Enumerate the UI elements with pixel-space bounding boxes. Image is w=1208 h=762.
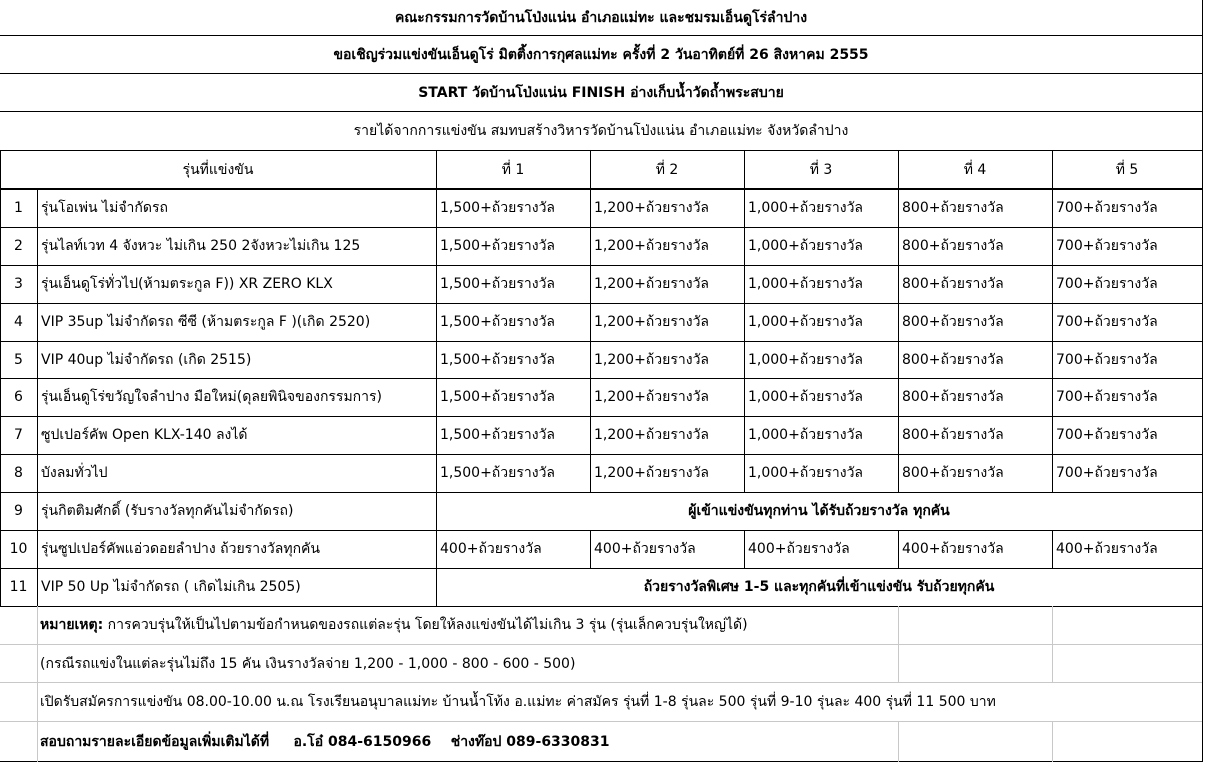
grid-line (0, 189, 1202, 190)
remark (36, 606, 896, 644)
row-number: 4 (14, 314, 23, 330)
prize-cell: 400+ถ้วยรางวัล (1056, 541, 1158, 557)
grid-line (0, 454, 1202, 455)
grid-line (37, 568, 38, 606)
grid-line (744, 530, 745, 568)
title-invitation: ขอเชิญร่วมแข่งขันเอ็นดูโร่ มิตติ้งการกุศลแม่ทะ ครั้งที่ 2 วันอาทิตย์ที่ 26 สิงหาคม 2555 (333, 46, 869, 63)
grid-line (1052, 721, 1053, 762)
grid-line (590, 303, 591, 341)
prize-cell: 1,500+ถ้วยรางวัล (440, 427, 556, 443)
class-name: VIP 35up ไม่จำกัดรถ ซีซี (ห้ามตระกูล F )(เกิด 2520) (41, 314, 371, 330)
prize-cell: 700+ถ้วยรางวัล (1056, 314, 1158, 330)
grid-line (0, 341, 1202, 342)
prize-cell: 1,500+ถ้วยรางวัล (440, 465, 556, 481)
grid-line (0, 416, 1202, 417)
grid-line (744, 378, 745, 416)
grid-line (1052, 378, 1053, 416)
grid-line (898, 378, 899, 416)
grid-line (898, 189, 899, 227)
grid-line (436, 265, 437, 303)
grid-line (436, 227, 437, 265)
grid-line (590, 227, 591, 265)
grid-line (590, 341, 591, 378)
grid-line (898, 303, 899, 341)
prize-cell: 1,200+ถ้วยรางวัล (594, 314, 710, 330)
prize-cell: 1,200+ถ้วยรางวัล (594, 200, 710, 216)
remark-text: การควบรุ่นให้เป็นไปตามข้อกำหนดของรถแต่ละรุ่น โดยให้ลงแข่งขันได้ไม่เกิน 3 รุ่น (รุ่นเล็กควบรุ่นใหญ่ได้) (103, 617, 748, 633)
grid-line (590, 530, 591, 568)
prize-cell: 400+ถ้วยรางวัล (594, 541, 696, 557)
merged-prize: ถ้วยรางวัลพิเศษ 1-5 และทุกคันที่เข้าแข่งขัน รับถ้วยทุกคัน (643, 579, 995, 595)
grid-line (37, 265, 38, 303)
prize-cell: 800+ถ้วยรางวัล (902, 465, 1004, 481)
grid-line (590, 150, 591, 189)
grid-line (436, 530, 437, 568)
grid-line (436, 568, 437, 606)
header-place-4: ที่ 4 (963, 161, 987, 178)
class-name: รุ่นกิตติมศักดิ์ (รับรางวัลทุกคันไม่จำกัดรถ) (41, 503, 294, 519)
title-purpose: รายได้จากการแข่งขัน สมทบสร้างวิหารวัดบ้านโป่งแน่น อำเภอแม่ทะ จังหวัดลำปาง (353, 123, 849, 139)
prize-cell: 1,200+ถ้วยรางวัล (594, 389, 710, 405)
prize-cell: 400+ถ้วยรางวัล (902, 541, 1004, 557)
contact-info: สอบถามรายละเอียดข้อมูลเพิ่มเติมได้ที่ อ.โอ๋ 084-6150966 ช่างท๊อป 089-6330831 (40, 734, 610, 750)
grid-line (1202, 0, 1203, 762)
grid-line (0, 530, 1202, 531)
grid-line (37, 454, 38, 492)
grid-line (590, 265, 591, 303)
grid-line (898, 530, 899, 568)
grid-line (0, 568, 1202, 569)
row-number: 10 (9, 541, 28, 557)
grid-line (898, 416, 899, 454)
prize-cell: 1,000+ถ้วยรางวัล (748, 200, 864, 216)
prize-cell: 400+ถ้วยรางวัล (748, 541, 850, 557)
prize-cell: 800+ถ้วยรางวัล (902, 238, 1004, 254)
grid-line (898, 454, 899, 492)
grid-line (744, 303, 745, 341)
prize-cell: 800+ถ้วยรางวัล (902, 389, 1004, 405)
merged-prize: ผู้เข้าแข่งขันทุกท่าน ได้รับถ้วยรางวัล ทุกคัน (688, 503, 950, 519)
class-name: รุ่นโอเพ่น ไม่จำกัดรถ (41, 200, 168, 216)
grid-line (1052, 416, 1053, 454)
grid-line (436, 378, 437, 416)
header-place-1: ที่ 1 (501, 161, 525, 178)
grid-line (744, 341, 745, 378)
grid-line (0, 682, 1202, 683)
row-number: 9 (14, 503, 23, 519)
prize-cell: 1,500+ถ้วยรางวัล (440, 351, 556, 368)
grid-line (0, 150, 1, 606)
grid-line (898, 227, 899, 265)
grid-line (1052, 265, 1053, 303)
grid-line (0, 227, 1202, 228)
class-name: ซูปเปอร์คัพ Open KLX-140 ลงได้ (41, 427, 248, 443)
prize-cell: 1,000+ถ้วยรางวัล (748, 314, 864, 330)
grid-line (37, 378, 38, 416)
class-name: บังลมทั่วไป (41, 465, 108, 481)
grid-line (744, 150, 745, 189)
grid-line (0, 265, 1202, 266)
grid-line (37, 227, 38, 265)
grid-line (0, 644, 1202, 645)
grid-line (0, 492, 1202, 493)
class-name: VIP 50 Up ไม่จำกัดรถ ( เกิดไม่เกิน 2505) (41, 579, 301, 595)
grid-line (898, 265, 899, 303)
header-place-5: ที่ 5 (1115, 161, 1139, 178)
grid-line (1052, 530, 1053, 568)
registration-note: เปิดรับสมัครการแข่งขัน 08.00-10.00 น.ณ โรงเรียนอนุบาลแม่ทะ บ้านน้ำโท้ง อ.แม่ทะ ค่าสมัคร รุ่นที่ 1-8 รุ่นละ 500 รุ่นที่ 9-10 รุ่นละ 400 รุ่นที่ 11 500 บาท (40, 694, 996, 710)
prize-cell: 700+ถ้วยรางวัล (1056, 276, 1158, 292)
row-number: 11 (9, 579, 28, 595)
prize-cell: 800+ถ้วยรางวัล (902, 314, 1004, 330)
grid-line (0, 606, 1202, 607)
grid-line (436, 416, 437, 454)
grid-line (37, 530, 38, 568)
prize-cell: 800+ถ้วยรางวัล (902, 351, 1004, 368)
header-place-3: ที่ 3 (809, 161, 833, 178)
grid-line (436, 341, 437, 378)
prize-cell: 1,500+ถ้วยรางวัล (440, 276, 556, 292)
prize-cell: 1,500+ถ้วยรางวัล (440, 238, 556, 254)
class-name: รุ่นเอ็นดูโร่ขวัญใจลำปาง มือใหม่(ดุลยพินิจของกรรมการ) (41, 389, 383, 405)
grid-line (1052, 227, 1053, 265)
row-number: 5 (14, 351, 23, 368)
prize-cell: 1,500+ถ้วยรางวัล (440, 314, 556, 330)
grid-line (744, 416, 745, 454)
row-number: 6 (14, 389, 23, 405)
prize-cell: 700+ถ้วยรางวัล (1056, 351, 1158, 368)
grid-line (898, 606, 899, 682)
grid-line (436, 150, 437, 189)
grid-line (744, 189, 745, 227)
grid-line (436, 492, 437, 530)
grid-line (37, 492, 38, 530)
grid-line (0, 303, 1202, 304)
prize-cell: 800+ถ้วยรางวัล (902, 427, 1004, 443)
grid-line (436, 303, 437, 341)
grid-line (590, 189, 591, 227)
grid-line (37, 303, 38, 341)
prize-cell: 700+ถ้วยรางวัล (1056, 389, 1158, 405)
grid-line (744, 265, 745, 303)
grid-line (0, 73, 1202, 74)
grid-line (590, 378, 591, 416)
title-start-finish: START วัดบ้านโป่งแน่น FINISH อ่างเก็บน้ำวัดถ้ำพระสบาย (418, 84, 784, 101)
grid-line (37, 189, 38, 227)
grid-line (1052, 341, 1053, 378)
prize-cell: 1,000+ถ้วยรางวัล (748, 238, 864, 254)
prize-cell: 800+ถ้วยรางวัล (902, 276, 1004, 292)
grid-line (37, 341, 38, 378)
prize-cell: 1,200+ถ้วยรางวัล (594, 276, 710, 292)
row-number: 3 (14, 276, 23, 292)
grid-line (898, 341, 899, 378)
prize-cell: 1,000+ถ้วยรางวัล (748, 276, 864, 292)
grid-line (0, 721, 1202, 722)
header-place-2: ที่ 2 (655, 161, 679, 178)
grid-line (0, 35, 1202, 36)
remark-label: หมายเหตุ: (40, 617, 104, 633)
row-number: 7 (14, 427, 23, 443)
row-number: 8 (14, 465, 23, 481)
grid-line (898, 721, 899, 762)
grid-line (0, 150, 1202, 151)
prize-cell: 1,000+ถ้วยรางวัล (748, 351, 864, 368)
prize-cell: 700+ถ้วยรางวัล (1056, 427, 1158, 443)
prize-cell: 1,500+ถ้วยรางวัล (440, 389, 556, 405)
grid-line (0, 378, 1202, 379)
prize-cell: 700+ถ้วยรางวัล (1056, 238, 1158, 254)
grid-line (0, 111, 1202, 112)
title-organizer: คณะกรรมการวัดบ้านโป่งแน่น อำเภอแม่ทะ และชมรมเอ็นดูโร่ลำปาง (394, 9, 808, 26)
class-name: รุ่นไลท์เวท 4 จังหวะ ไม่เกิน 250 2จังหวะไม่เกิน 125 (41, 238, 361, 254)
grid-line (37, 416, 38, 454)
grid-line (1052, 606, 1053, 682)
grid-line (1052, 454, 1053, 492)
prize-cell: 800+ถ้วยรางวัล (902, 200, 1004, 216)
grid-line (590, 416, 591, 454)
prize-cell: 1,500+ถ้วยรางวัล (440, 200, 556, 216)
grid-line (1052, 150, 1053, 189)
class-name: VIP 40up ไม่จำกัดรถ (เกิด 2515) (41, 351, 252, 368)
grid-line (436, 189, 437, 227)
header-class: รุ่นที่แข่งขัน (182, 161, 254, 178)
grid-line (436, 454, 437, 492)
prize-cell: 700+ถ้วยรางวัล (1056, 465, 1158, 481)
prize-cell: 1,000+ถ้วยรางวัล (748, 427, 864, 443)
row-number: 1 (14, 200, 23, 216)
prize-cell: 1,000+ถ้วยรางวัล (748, 465, 864, 481)
grid-line (37, 606, 38, 762)
grid-line (590, 454, 591, 492)
class-name: รุ่นซูปเปอร์คัพแอ่วดอยลำปาง ถ้วยรางวัลทุกคัน (41, 541, 320, 557)
prize-cell: 1,000+ถ้วยรางวัล (748, 389, 864, 405)
grid-line (1052, 303, 1053, 341)
prize-cell: 700+ถ้วยรางวัล (1056, 200, 1158, 216)
prize-cell: 1,200+ถ้วยรางวัล (594, 465, 710, 481)
prize-cell: 1,200+ถ้วยรางวัล (594, 427, 710, 443)
grid-line (1052, 189, 1053, 227)
prize-cell: 1,200+ถ้วยรางวัล (594, 238, 710, 254)
grid-line (898, 150, 899, 189)
grid-line (744, 227, 745, 265)
class-name: รุ่นเอ็นดูโร่ทั่วไป(ห้ามตระกูล F)) XR ZERO KLX (41, 276, 333, 292)
grid-line (744, 454, 745, 492)
prize-cell: 400+ถ้วยรางวัล (440, 541, 542, 557)
prize-note: (กรณีรถแข่งในแต่ละรุ่นไม่ถึง 15 คัน เงินรางวัลจ่าย 1,200 - 1,000 - 800 - 600 - 500) (40, 655, 576, 672)
prize-cell: 1,200+ถ้วยรางวัล (594, 351, 710, 368)
row-number: 2 (14, 238, 23, 254)
